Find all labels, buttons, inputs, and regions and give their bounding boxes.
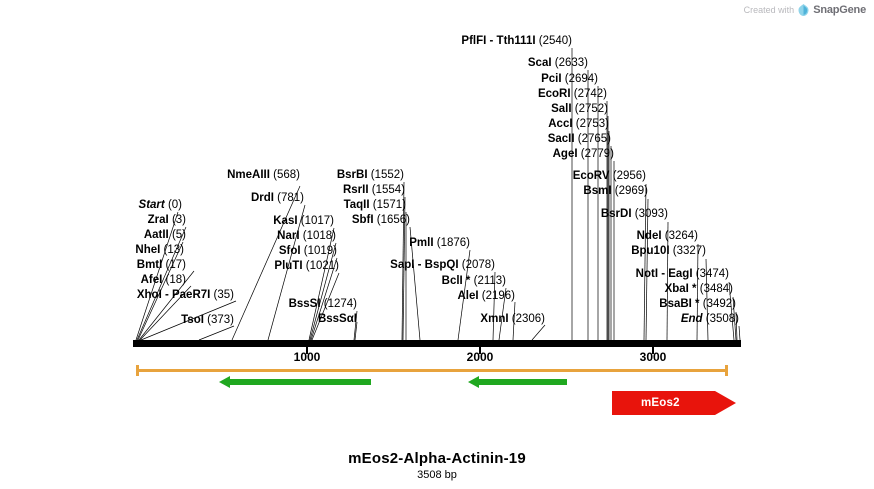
site-label-bsssi[interactable]: BssSI (1274) [288,298,357,310]
site-label-rsrii[interactable]: RsrII (1554) [342,184,405,196]
site-label-pluti[interactable]: PluTI (1021) [274,260,339,272]
site-label-bsssai[interactable]: BssSαI [317,313,357,325]
feature-label-mEos2: mEos2 [641,397,680,409]
plasmid-size-label: 3508 bp [417,469,457,481]
site-label-nhei[interactable]: NheI (13) [135,244,184,256]
site-label-afei[interactable]: AfeI (18) [140,274,186,286]
watermark-created-label: Created with [743,5,795,15]
site-label-noti-eagi[interactable]: NotI - EagI (3474) [635,268,729,280]
snapgene-watermark [744,4,866,16]
site-label-pmli[interactable]: PmlI (1876) [409,237,470,249]
orange-feature-cap-left [136,365,139,376]
site-label-bsrbi[interactable]: BsrBI (1552) [336,169,404,181]
site-label-agei[interactable]: AgeI (2779) [552,148,614,160]
site-label-aatii[interactable]: AatII (5) [143,229,186,241]
ruler-label-1000: 1000 [293,350,321,364]
sequence-ruler[interactable] [133,340,741,347]
site-label-xbai[interactable]: XbaI * (3484) [664,283,733,295]
orange-feature-cap-right [725,365,728,376]
site-label-kasi[interactable]: KasI (1017) [273,215,334,227]
site-label-sacii[interactable]: SacII (2765) [547,133,611,145]
site-label-taqii[interactable]: TaqII (1571) [343,199,406,211]
green-feature-arrow-1[interactable] [219,376,371,389]
site-label-ecori[interactable]: EcoRI (2742) [537,88,607,100]
site-label-ecorv[interactable]: EcoRV (2956) [572,170,646,182]
site-label-bcli[interactable]: BclI * (2113) [441,275,506,287]
site-label-acci[interactable]: AccI (2753) [548,118,609,130]
site-label-nari[interactable]: NarI (1018) [277,230,336,242]
site-label-bpu10i[interactable]: Bpu10I (3327) [631,245,706,257]
site-label-pcii[interactable]: PciI (2694) [541,73,598,85]
site-label-drdi[interactable]: DrdI (781) [250,192,304,204]
orange-feature-span[interactable] [136,369,728,372]
green-feature-arrow-2[interactable] [468,376,567,389]
watermark-brand-label: SnapGene [813,4,866,16]
ruler-label-3000: 3000 [639,350,667,364]
site-label-scai[interactable]: ScaI (2633) [527,57,588,69]
site-label-xmni[interactable]: XmnI (2306) [480,313,545,325]
site-label-sfoi[interactable]: SfoI (1019) [278,245,337,257]
site-label-sapi-bspqi[interactable]: SapI - BspQI (2078) [390,259,495,271]
snapgene-logo-icon [798,4,809,16]
site-label-sali[interactable]: SalI (2752) [551,103,608,115]
site-label-pflfi-tth111i[interactable]: PflFI - Tth111I (2540) [461,35,572,47]
site-label-tsoi[interactable]: TsoI (373) [181,314,234,326]
page-title: mEos2-Alpha-Actinin-19 [348,450,526,467]
site-label-zrai[interactable]: ZraI (3) [147,214,186,226]
site-label-ndei[interactable]: NdeI (3264) [636,230,698,242]
site-label-end[interactable]: End (3508) [680,313,739,325]
site-label-bsmi[interactable]: BsmI (2969) [583,185,648,197]
site-label-bsrdi[interactable]: BsrDI (3093) [600,208,668,220]
ruler-label-2000: 2000 [466,350,494,364]
site-label-sbfi[interactable]: SbfI (1656) [351,214,410,226]
site-label-bsabi[interactable]: BsaBI * (3492) [659,298,736,310]
site-label-xhoi-paer7i[interactable]: XhoI - PaeR7I (35) [136,289,234,301]
site-label-nmeaiii[interactable]: NmeAIII (568) [227,169,300,181]
site-label-alei[interactable]: AleI (2196) [457,290,515,302]
site-label-start[interactable]: Start (0) [138,199,182,211]
site-label-bmti[interactable]: BmtI (17) [136,259,186,271]
